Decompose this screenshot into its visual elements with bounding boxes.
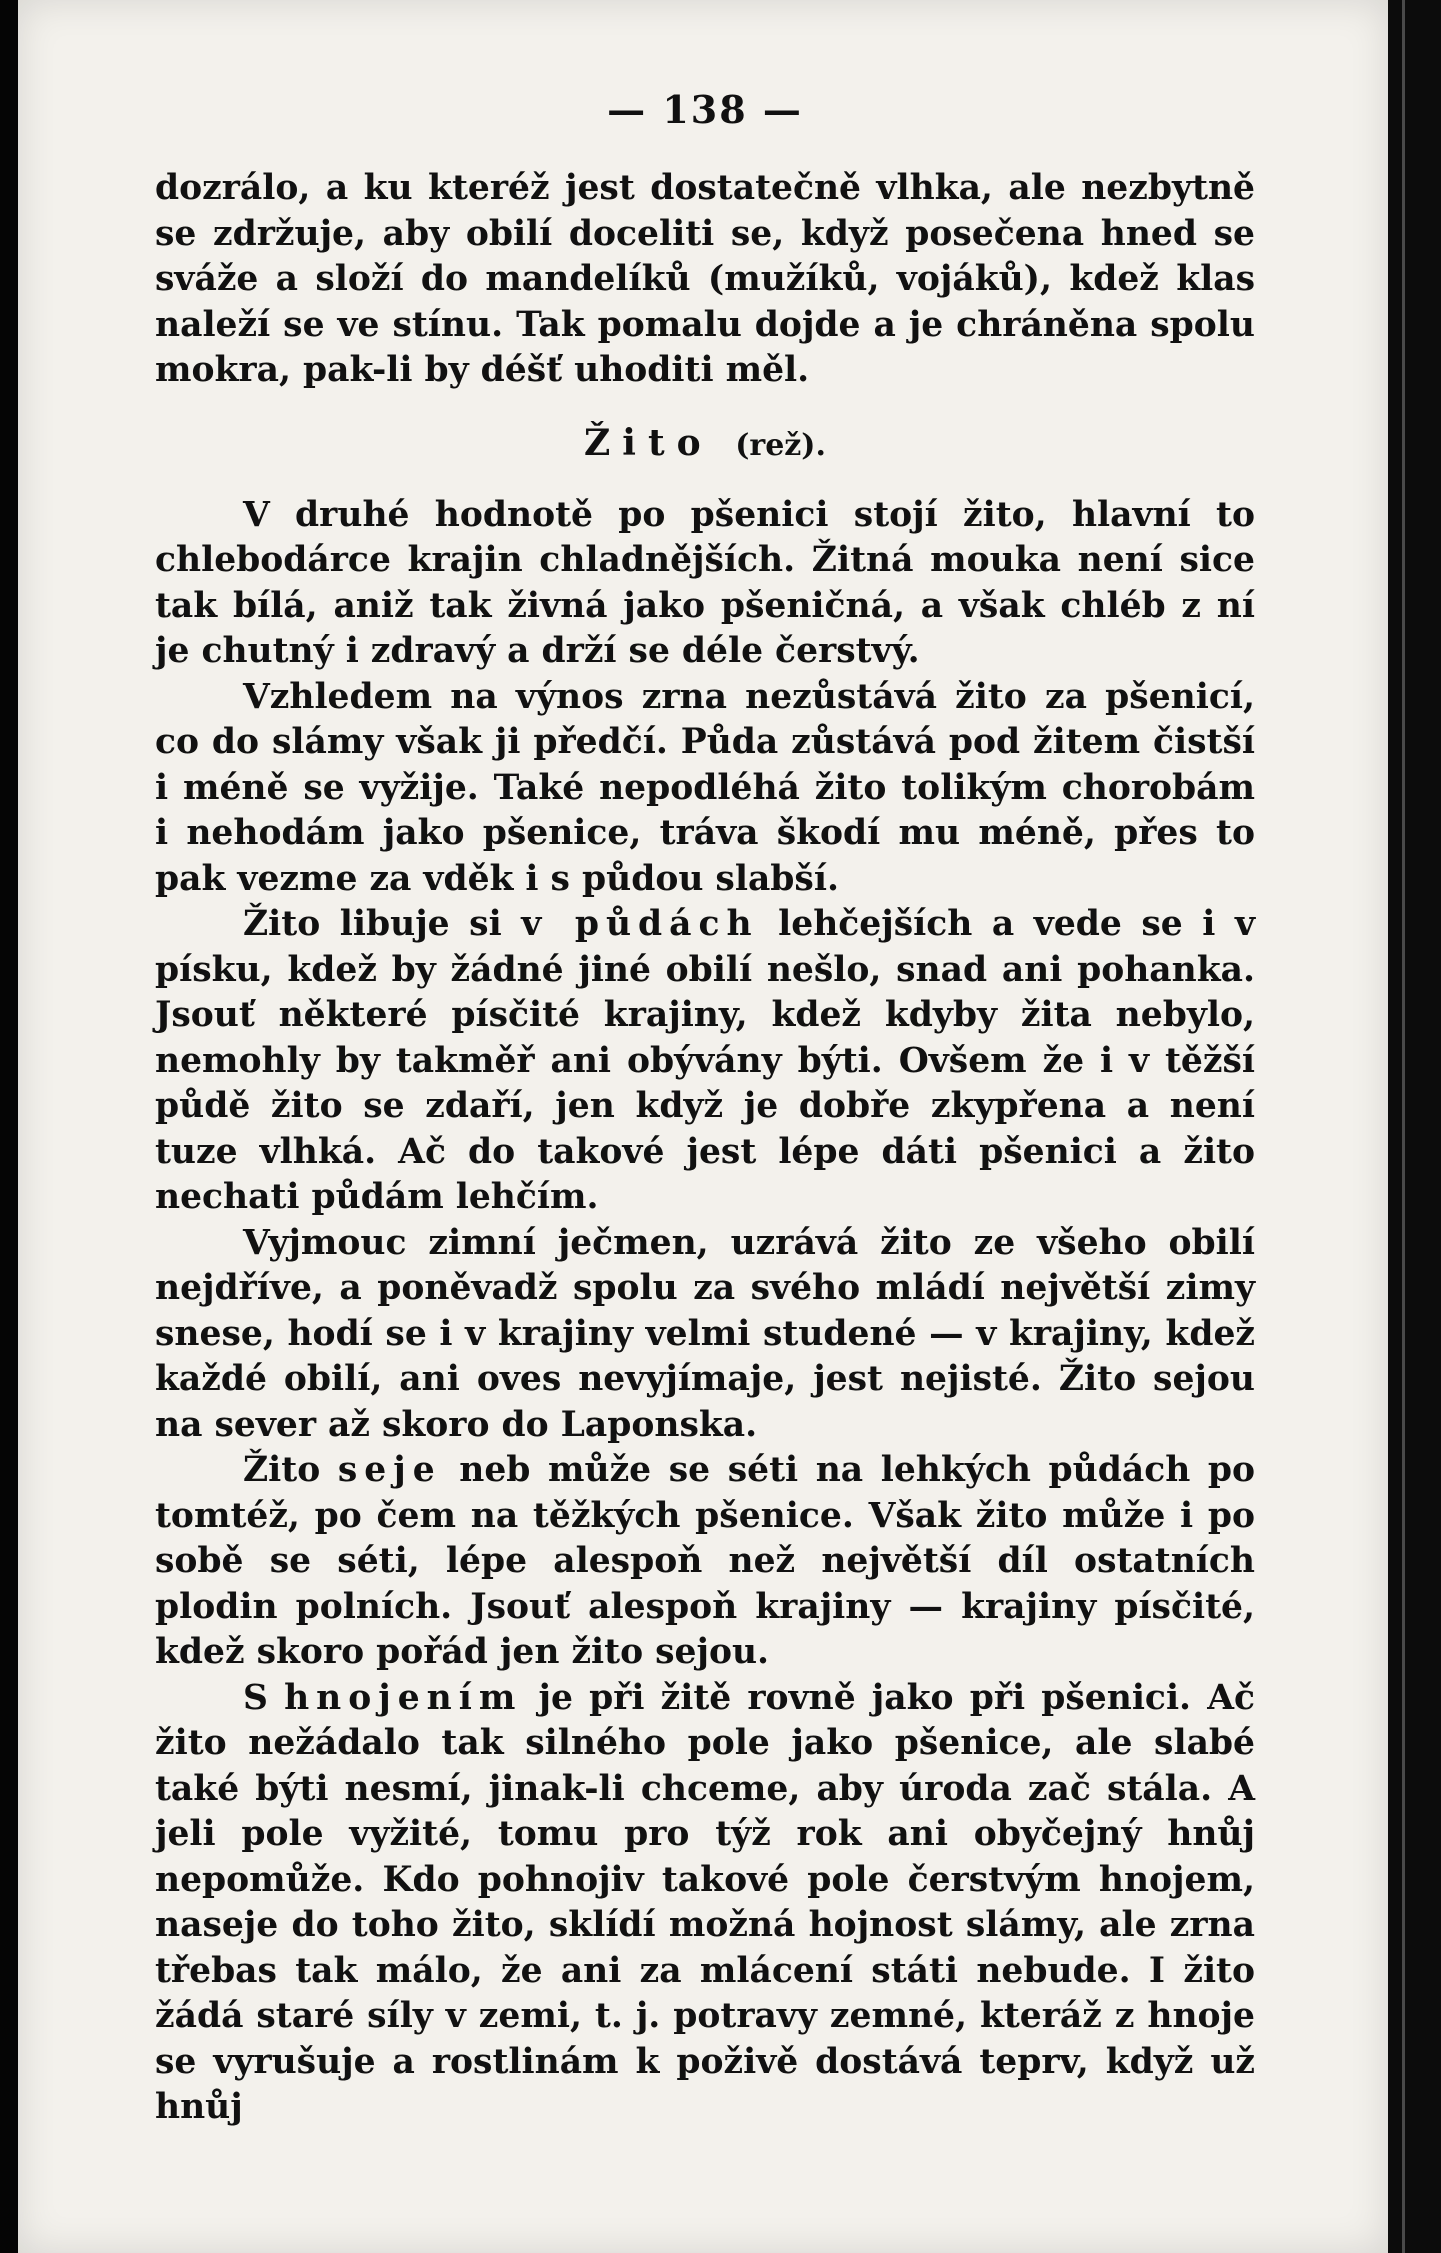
scan-right-border xyxy=(1388,0,1441,2253)
paragraph-5-emphasis: seje xyxy=(337,1450,442,1490)
paragraph-5-lead: Žito xyxy=(243,1450,338,1490)
section-subtitle: (rež). xyxy=(735,427,826,463)
paragraph-6-lead: S xyxy=(243,1677,285,1718)
paragraph-5-rest: neb může se séti na lehkých půdách po tomtéž, po čem na těžkých pšenice. Však žito může i po sobě se séti, lépe alespoň než největší díl ostatních plodin polních. Jsouť alespoň krajiny — krajiny písčité, kdež skoro pořád jen žito sejou. xyxy=(155,1450,1256,1672)
paragraph-6-emphasis: hnojením xyxy=(284,1677,523,1718)
scan-left-border xyxy=(0,0,18,2253)
paragraph-3-emphasis: v půdách xyxy=(521,904,759,944)
section-title: Žito xyxy=(584,421,713,464)
paragraph-5 xyxy=(155,1448,1255,1676)
page-number: — 138 — xyxy=(607,87,803,132)
next-page-edge xyxy=(1402,0,1405,2253)
intro-paragraph: dozrálo, a ku kteréž jest dostatečně vlhka, ale nezbytně se zdržuje, aby obilí doceliti se, když posečena hned se sváže a složí do mandelíků (mužíků, vojáků), kdež klas naleží se ve stínu. Tak pomalu dojde a je chráněna spolu mokra, pak-li by déšť uhoditi měl. xyxy=(155,168,1255,390)
paragraph-3-lead: Žito libuje si xyxy=(243,904,522,944)
paragraph-4: Vyjmouc zimní ječmen, uzrává žito ze všeho obilí nejdříve, a poněvadž spolu za svého mládí největší zimy snese, hodí se i v krajiny velmi studené — v krajiny, kdež každé obilí, ani oves nevyjímaje, jest nejisté. Žito sejou na sever až skoro do Laponska. xyxy=(155,1222,1255,1445)
paragraph-6 xyxy=(155,1676,1255,2131)
section-heading xyxy=(155,420,1255,469)
paragraph-3-rest: lehčejších a vede se i v písku, kdež by žádné jiné obilí nešlo, snad ani pohanka. Jsouť některé písčité krajiny, kdež kdyby žita nebylo, nemohly by takměř ani obývány býti. Ovšem že i v těžší půdě žito se zdaří, jen když je dobře zkypřena a není tuze vlhká. Ač do takové jest lépe dáti pšenici a žito nechati půdám lehčím. xyxy=(155,904,1255,1217)
paragraph-6-rest: je při žitě rovně jako při pšenici. Ač žito nežádalo tak silného pole jako pšenice, ale slabé také býti nesmí, jinak-li chceme, aby úroda zač stála. A jeli pole vyžité, tomu pro týž rok ani obyčejný hnůj nepomůže. Kdo pohnojiv takové pole čerstvým hnojem, naseje do toho žito, sklídí možná hojnost slámy, ale zrna třebas tak málo, že ani za mlácení státi nebude. I žito žádá staré síly v zemi, t. j. potravy zemné, kteráž z hnoje se vyrušuje a rostlinám k poživě dostává teprv, když už hnůj xyxy=(155,1677,1255,2127)
paragraph-1: V druhé hodnotě po pšenici stojí žito, hlavní to chlebodárce krajin chladnějších. Žitná mouka není sice tak bílá, aniž tak živná jako pšeničná, a však chléb z ní je chutný i zdravý a drží se déle čerstvý. xyxy=(155,494,1255,671)
paragraph-2: Vzhledem na výnos zrna nezůstává žito za pšenicí, co do slámy však ji předčí. Půda zůstává pod žitem čistší i méně se vyžije. Také nepodléhá žito tolikým chorobám i nehodám jako pšenice, tráva škodí mu méně, přes to pak vezme za vděk i s půdou slabší. xyxy=(155,676,1255,899)
page-content xyxy=(155,80,1255,2131)
paragraph-3 xyxy=(155,902,1255,1221)
